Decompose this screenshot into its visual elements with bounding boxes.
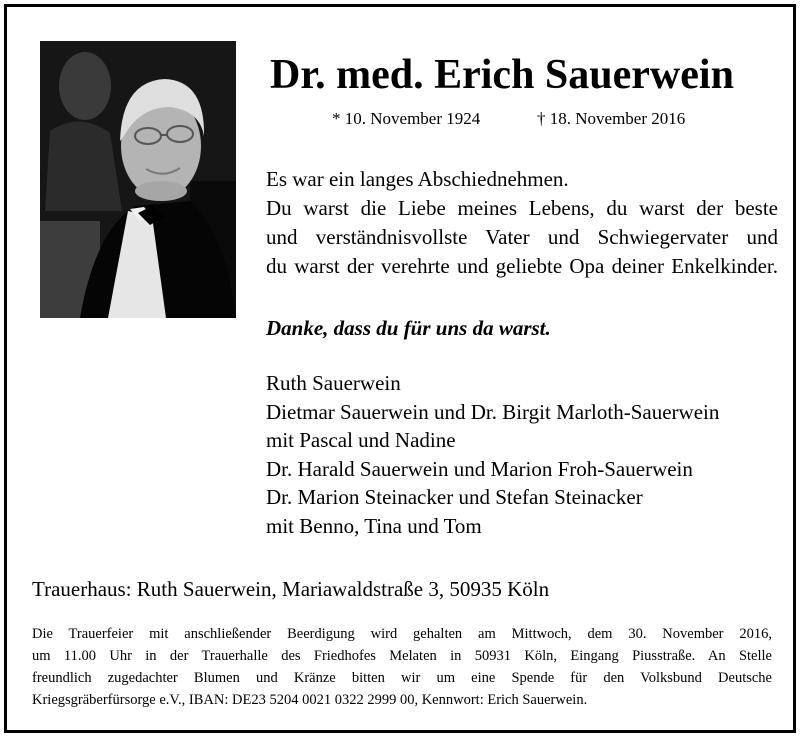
signer-line: Dr. Harald Sauerwein und Marion Froh-Sauerwein — [266, 456, 693, 481]
signer-line: Dr. Marion Steinacker und Stefan Steinacker — [266, 485, 643, 510]
memorial-verse — [266, 165, 778, 281]
deceased-name: Dr. med. Erich Sauerwein — [270, 52, 734, 98]
funeral-info-line: freundlich zugedachter Blumen und Kränze bitten wir um eine Spende für den Volksbund Deutsche — [32, 670, 772, 686]
funeral-info-line: um 11.00 Uhr in der Trauerhalle des Friedhofes Melaten in 50931 Köln, Eingang Piusstraße. An Stelle — [32, 648, 772, 664]
birth-date: * 10. November 1924 — [332, 109, 481, 128]
thanks-line: Danke, dass du für uns da warst. — [266, 316, 551, 340]
signer-line: Ruth Sauerwein — [266, 371, 401, 395]
verse-line: du warst der verehrte und geliebte Opa deiner Enkelkinder. — [266, 254, 778, 278]
death-date: † 18. November 2016 — [537, 109, 686, 128]
funeral-info-line: Die Trauerfeier mit anschließender Beerdigung wird gehalten am Mittwoch, dem 30. November 2016, — [32, 626, 772, 642]
portrait-photo — [40, 41, 236, 318]
signer-line: Dietmar Sauerwein und Dr. Birgit Marloth-Sauerwein — [266, 399, 720, 424]
signer-line: mit Benno, Tina und Tom — [266, 513, 482, 538]
verse-line: und verständnisvollste Vater und Schwiegervater und — [266, 225, 778, 249]
mourning-house-address: Trauerhaus: Ruth Sauerwein, Mariawaldstraße 3, 50935 Köln — [32, 577, 550, 601]
signers-list — [266, 369, 719, 541]
funeral-information — [32, 623, 772, 711]
funeral-info-line: Kriegsgräberfürsorge e.V., IBAN: DE23 5204 0021 0322 2999 00, Kennwort: Erich Sauerwein. — [32, 692, 588, 708]
verse-line: Du warst die Liebe meines Lebens, du warst der beste — [266, 196, 778, 220]
verse-line: Es war ein langes Abschiednehmen. — [266, 167, 569, 191]
obituary-notice — [4, 4, 796, 733]
signer-line: mit Pascal und Nadine — [266, 428, 456, 453]
